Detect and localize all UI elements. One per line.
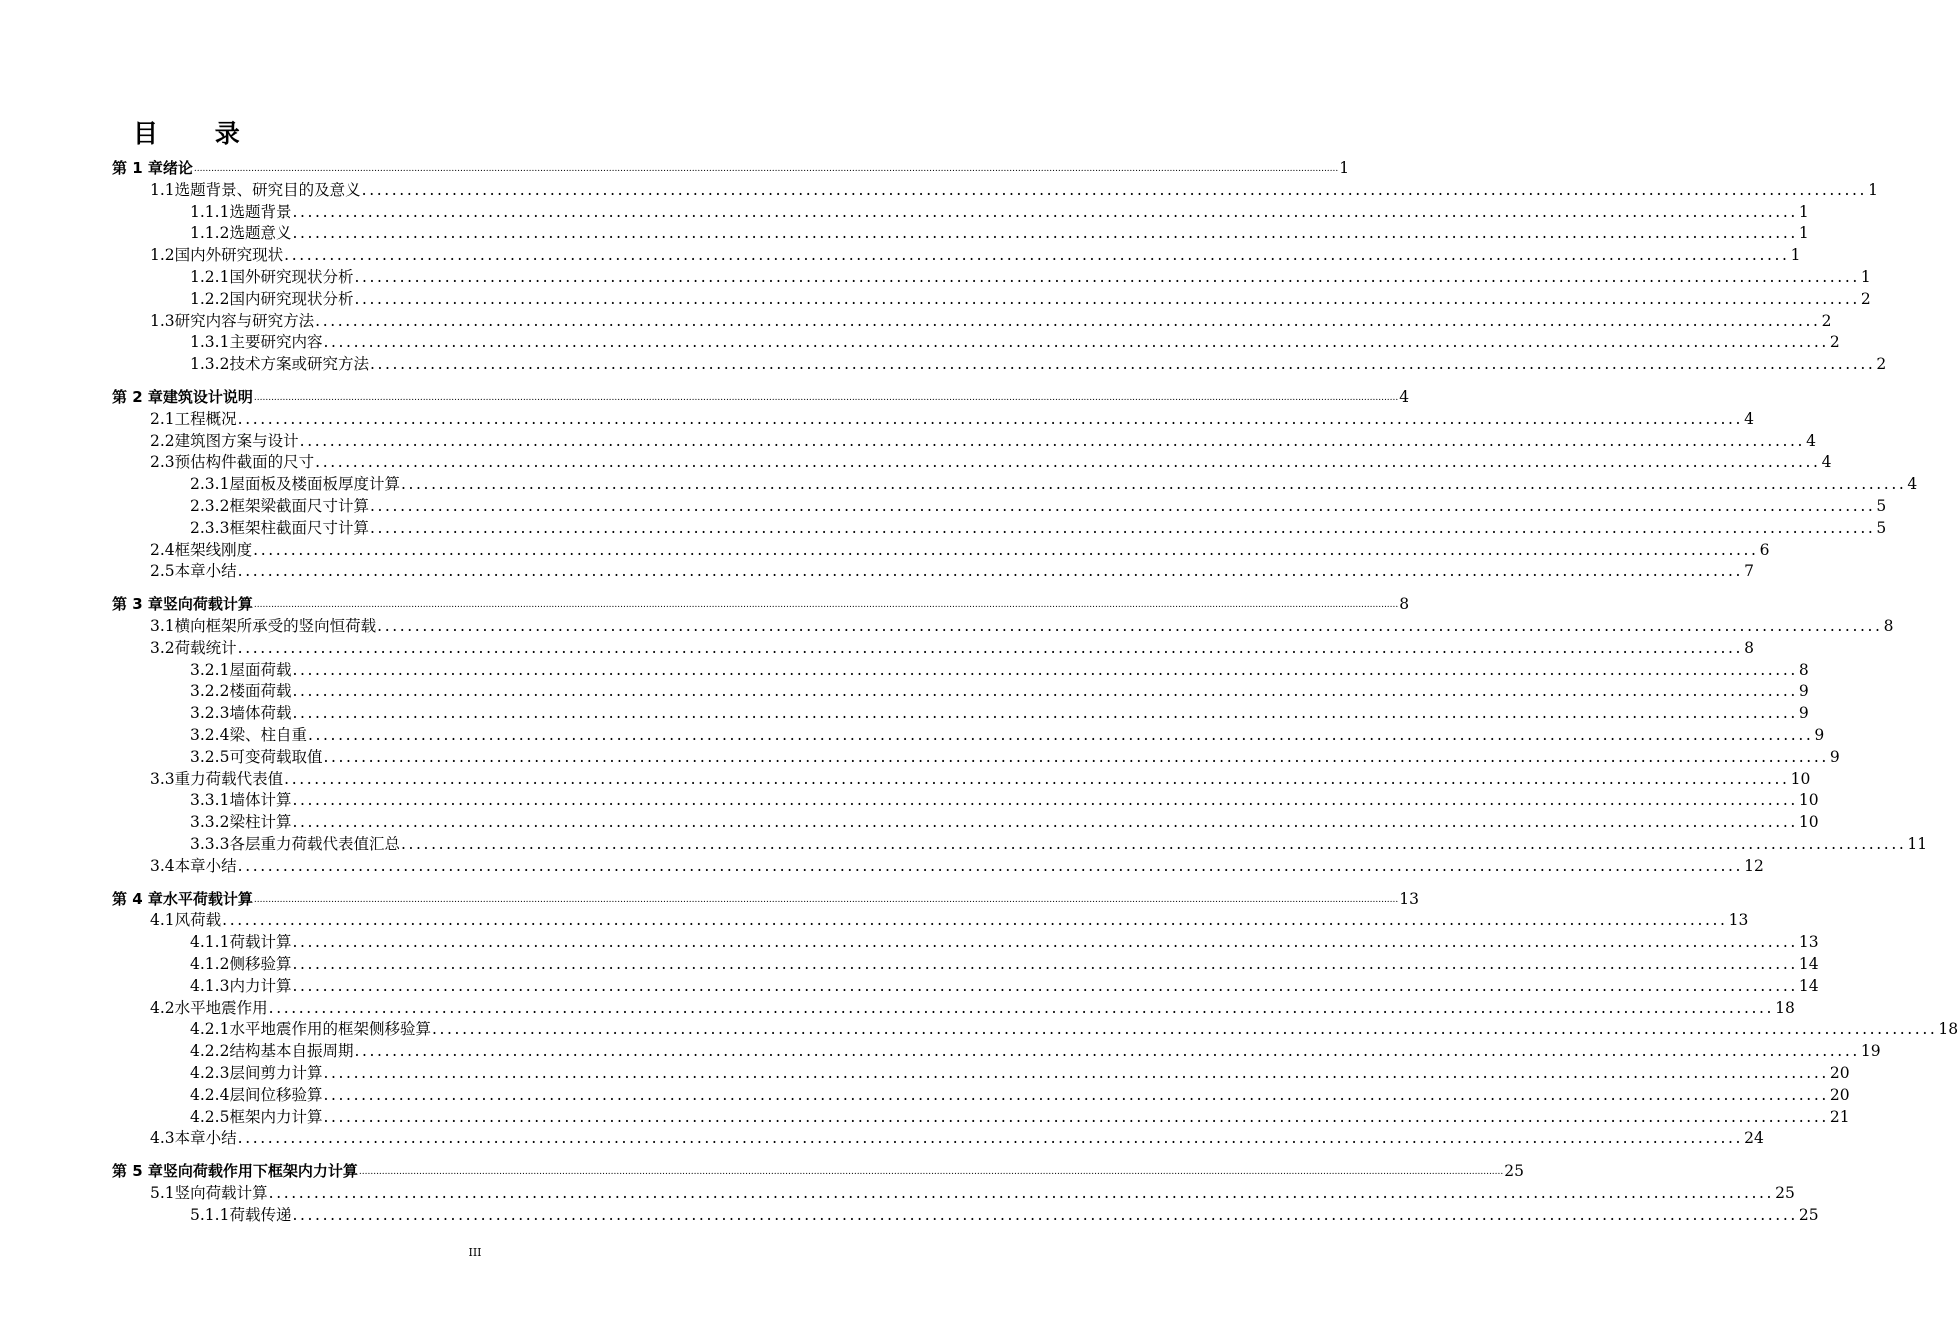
toc-entry-label: 国外研究现状分析 (229, 268, 354, 286)
toc-entry-label: 水平地震作用的框架侧移验算 (229, 1020, 431, 1039)
toc-entry-page: 8 (1798, 660, 1809, 679)
toc-entry-label: 水平荷载计算 (162, 889, 253, 908)
toc-entry-label: 工程概况 (174, 409, 237, 428)
dot-leader: ........................................................................................................................................................................................................ (237, 409, 1744, 428)
toc-entry-label: 屋面板及楼面板厚度计算 (229, 475, 400, 494)
toc-entry-page: 9 (1798, 682, 1809, 701)
toc-entry-page: 8 (1883, 617, 1894, 635)
dot-leader: ........................................................................................................................................................................................................ (315, 311, 1821, 330)
toc-entry-page: 5 (1876, 497, 1887, 515)
toc-entry-number: 3.2.5 (190, 747, 230, 766)
toc-entry-number: 第 5 章 (112, 1162, 163, 1181)
toc-entry-page: 11 (1907, 835, 1928, 853)
toc-entry-number: 3.2.2 (190, 682, 230, 701)
dot-leader: ........................................................................................................................................................................................................ (222, 911, 1728, 930)
toc-entry[interactable] (190, 809, 1819, 832)
toc-entry-label: 楼面荷载 (229, 682, 292, 701)
toc-entry-label: 荷载计算 (229, 933, 292, 952)
toc-entry-number: 4.1.2 (190, 955, 230, 973)
dot-leader: ........................................................................................................................................................................................................ (292, 1205, 1798, 1224)
dot-leader: ........................................................................................................................................................................................................ (292, 791, 1798, 810)
toc-entry-label: 可变荷载取值 (229, 747, 323, 766)
toc-entry-number: 2.1 (150, 409, 175, 428)
toc-entry-label: 梁柱计算 (229, 813, 292, 832)
toc-entry[interactable] (150, 907, 1749, 930)
dot-leader: ........................................................................................................................................................................................................ (361, 180, 1868, 199)
toc-entry-number: 1.2 (150, 246, 175, 265)
dot-leader: ........................................................................................................................................................................................................ (323, 1107, 1829, 1126)
dot-leader: ........................................................................................................................................................................................................ (237, 856, 1744, 875)
dot-leader: ........................................................................................................................................................................................................ (284, 246, 1790, 265)
toc-entry-page: 1 (1798, 202, 1809, 221)
toc-entry-label: 技术方案或研究方法 (229, 355, 369, 374)
toc-entry-label: 国内研究现状分析 (229, 289, 354, 308)
toc-entry-number: 1.2.2 (190, 289, 230, 308)
toc-entry[interactable] (190, 831, 1928, 853)
toc-entry[interactable] (190, 787, 1819, 810)
toc-entry-page: 6 (1759, 540, 1770, 559)
toc-entry-page: 25 (1775, 1184, 1795, 1202)
toc-entry-number: 3.2 (150, 638, 175, 657)
dot-leader: ........................................................................................................................................................................................................ (400, 835, 1907, 853)
dot-leader: ........................................................................................................................................................................................................ (323, 1064, 1829, 1082)
toc-entry-label: 荷载统计 (174, 638, 237, 657)
dot-leader: ........................................................................................................................................................................................................ (431, 1020, 1938, 1039)
page-title: 目 录 (133, 119, 264, 148)
toc-entry-label: 风荷载 (174, 911, 222, 930)
toc-entry-page: 4 (1907, 475, 1918, 494)
toc-entry-label: 选题背景 (229, 202, 292, 221)
toc-entry[interactable] (190, 329, 1840, 352)
toc-entry[interactable] (190, 493, 1887, 515)
toc-chapter-entry[interactable] (112, 591, 1410, 614)
dot-leader: ................................................................................................................................................................................................................................................................................................................................................................................................................ (253, 393, 1399, 403)
toc-entry-page: 12 (1744, 856, 1764, 875)
toc-entry[interactable] (190, 1016, 1958, 1039)
toc-entry-page: 8 (1744, 638, 1754, 657)
toc-entry[interactable] (150, 177, 1878, 199)
dot-leader: ................................................................................................................................................................................................................................................................................................................................................................................................................ (253, 600, 1399, 611)
toc-entry-page: 2 (1821, 311, 1832, 330)
toc-entry-number: 2.2 (150, 431, 175, 450)
toc-entry-label: 框架柱截面尺寸计算 (229, 518, 369, 537)
toc-entry-page: 13 (1798, 933, 1819, 952)
toc-entry-label: 水平地震作用 (174, 998, 268, 1017)
toc-entry-label: 绪论 (162, 159, 193, 177)
toc-entry[interactable] (190, 1202, 1819, 1224)
dot-leader: ........................................................................................................................................................................................................ (292, 813, 1798, 832)
toc-entry-label: 研究内容与研究方法 (174, 311, 315, 330)
toc-entry-number: 4.2.2 (190, 1042, 230, 1061)
toc-entry[interactable] (190, 1060, 1850, 1082)
toc-entry-label: 框架梁截面尺寸计算 (229, 497, 369, 515)
toc-entry-number: 4.2 (150, 998, 175, 1017)
toc-entry-number: 4.2.5 (190, 1107, 230, 1126)
toc-entry-label: 框架内力计算 (229, 1107, 323, 1126)
toc-entry-page: 13 (1399, 889, 1419, 908)
toc-entry[interactable] (190, 264, 1871, 286)
toc-entry-number: 5.1.1 (190, 1205, 230, 1224)
toc-entry-page: 18 (1938, 1020, 1958, 1039)
toc-entry[interactable] (150, 995, 1795, 1017)
dot-leader: ........................................................................................................................................................................................................ (354, 289, 1860, 308)
dot-leader: ........................................................................................................................................................................................................ (292, 933, 1798, 952)
toc-entry-label: 本章小结 (174, 562, 237, 581)
toc-entry[interactable] (150, 406, 1754, 428)
toc-entry-label: 屋面荷载 (229, 660, 292, 679)
toc-entry-number: 1.3 (150, 311, 175, 330)
toc-entry-page: 2 (1876, 355, 1887, 374)
toc-entry-number: 3.3.3 (190, 835, 230, 853)
toc-entry-label: 框架线刚度 (174, 540, 253, 559)
dot-leader: ........................................................................................................................................................................................................ (268, 1184, 1775, 1202)
dot-leader: ........................................................................................................................................................................................................ (292, 202, 1798, 221)
toc-entry-number: 2.3.2 (190, 497, 230, 515)
toc-entry-page: 13 (1728, 911, 1749, 930)
toc-entry-page: 7 (1744, 562, 1754, 581)
toc-entry-page: 8 (1399, 595, 1410, 614)
toc-chapter-entry[interactable] (112, 155, 1350, 177)
toc-entry-number: 4.1.3 (190, 976, 230, 995)
toc-entry[interactable] (190, 722, 1825, 744)
toc-entry-number: 第 3 章 (112, 595, 163, 614)
toc-entry-label: 建筑图方案与设计 (174, 431, 299, 450)
toc-entry-label: 结构基本自振周期 (229, 1042, 354, 1061)
toc-entry[interactable] (190, 471, 1918, 494)
toc-entry-label: 梁、柱自重 (229, 726, 307, 744)
dot-leader: ................................................................................................................................................................................................................................................................................................................................................................................................................ (193, 164, 1339, 174)
toc-entry[interactable] (190, 199, 1809, 221)
toc-entry-label: 层间位移验算 (229, 1085, 323, 1104)
toc-entry-number: 4.1 (150, 911, 175, 930)
toc-entry[interactable] (150, 1180, 1795, 1202)
toc-entry-number: 4.2.1 (190, 1020, 230, 1039)
toc-entry-page: 2 (1860, 289, 1871, 308)
toc-entry-number: 3.2.3 (190, 704, 230, 723)
toc-entry[interactable] (150, 449, 1832, 472)
toc-entry-page: 4 (1821, 453, 1832, 472)
toc-entry-label: 横向框架所承受的竖向恒荷载 (174, 617, 377, 635)
dot-leader: ........................................................................................................................................................................................................ (237, 562, 1744, 581)
toc-entry[interactable] (190, 351, 1887, 374)
toc-entry-label: 竖向荷载作用下框架内力计算 (162, 1162, 358, 1181)
dot-leader: ........................................................................................................................................................................................................ (299, 431, 1806, 450)
toc-entry-page: 9 (1814, 726, 1825, 744)
toc-entry-page: 18 (1775, 998, 1795, 1017)
toc-entry-number: 3.3 (150, 769, 175, 788)
toc-entry-label: 各层重力荷载代表值汇总 (229, 835, 400, 853)
dot-leader: ................................................................................................................................................................................................................................................................................................................................................................................................................ (253, 894, 1399, 905)
toc-entry-number: 第 2 章 (112, 388, 163, 406)
toc-entry-label: 墙体计算 (229, 791, 292, 810)
toc-entry-label: 预估构件截面的尺寸 (174, 453, 315, 472)
dot-leader: ........................................................................................................................................................................................................ (323, 333, 1829, 352)
toc-entry-number: 3.3.2 (190, 813, 230, 832)
dot-leader: ........................................................................................................................................................................................................ (400, 475, 1907, 494)
dot-leader: ........................................................................................................................................................................................................ (315, 453, 1821, 472)
toc-entry[interactable] (150, 537, 1770, 559)
toc-entry[interactable] (190, 700, 1809, 723)
toc-entry-page: 10 (1790, 769, 1811, 788)
toc-entry-page: 20 (1829, 1085, 1850, 1104)
dot-leader: ................................................................................................................................................................................................................................................................................................................................................................................................................ (358, 1167, 1504, 1178)
toc-entry-number: 3.2.4 (190, 726, 230, 744)
toc-entry-label: 层间剪力计算 (229, 1064, 323, 1082)
toc-entry[interactable] (150, 635, 1754, 657)
toc-entry-page: 1 (1790, 246, 1801, 265)
toc-entry[interactable] (190, 951, 1819, 973)
toc-entry-number: 1.1.1 (190, 202, 230, 221)
toc-entry-number: 1.3.2 (190, 355, 230, 374)
toc-entry-number: 3.1 (150, 617, 175, 635)
dot-leader: ........................................................................................................................................................................................................ (354, 1042, 1860, 1061)
toc-entry-label: 主要研究内容 (229, 333, 323, 352)
dot-leader: ........................................................................................................................................................................................................ (292, 224, 1798, 243)
toc-entry-number: 1.1 (150, 180, 175, 199)
toc-entry-page: 5 (1876, 518, 1887, 537)
dot-leader: ........................................................................................................................................................................................................ (237, 638, 1744, 657)
toc-entry-page: 2 (1829, 333, 1840, 352)
toc-entry[interactable] (150, 558, 1754, 581)
toc-entry-label: 侧移验算 (229, 955, 292, 973)
toc-entry-page: 1 (1868, 180, 1878, 199)
toc-entry-number: 1.3.1 (190, 333, 230, 352)
toc-entry-label: 荷载传递 (229, 1205, 292, 1224)
toc-entry-label: 选题背景、研究目的及意义 (174, 180, 361, 199)
toc-entry-label: 竖向荷载计算 (174, 1184, 268, 1202)
toc-entry-label: 重力荷载代表值 (174, 769, 284, 788)
toc-entry-number: 4.3 (150, 1129, 175, 1148)
toc-entry-label: 选题意义 (229, 224, 292, 243)
toc-entry-number: 第 1 章 (112, 159, 163, 177)
dot-leader: ........................................................................................................................................................................................................ (292, 682, 1798, 701)
toc-entry-page: 25 (1504, 1162, 1524, 1181)
dot-leader: ........................................................................................................................................................................................................ (323, 1085, 1829, 1104)
toc-chapter-entry[interactable] (112, 886, 1419, 908)
toc-entry-label: 竖向荷载计算 (162, 595, 253, 614)
toc-entry[interactable] (150, 428, 1816, 450)
toc-entry-page: 25 (1798, 1205, 1819, 1224)
toc-entry-number: 1.2.1 (190, 268, 230, 286)
toc-entry-label: 墙体荷载 (229, 704, 292, 723)
toc-entry[interactable] (190, 744, 1840, 766)
toc-entry-page: 19 (1860, 1042, 1881, 1061)
toc-entry[interactable] (150, 853, 1764, 875)
dot-leader: ........................................................................................................................................................................................................ (369, 497, 1876, 515)
toc-entry-number: 1.1.2 (190, 224, 230, 243)
toc-entry-label: 内力计算 (229, 976, 292, 995)
toc-entry-number: 4.2.4 (190, 1085, 230, 1104)
toc-entry-page: 14 (1798, 955, 1819, 973)
toc-entry-page: 4 (1744, 409, 1754, 428)
toc-entry[interactable] (190, 515, 1887, 537)
toc-entry-number: 2.4 (150, 540, 175, 559)
toc-entry[interactable] (190, 929, 1819, 952)
dot-leader: ........................................................................................................................................................................................................ (292, 660, 1798, 679)
toc-entry-page: 9 (1798, 704, 1809, 723)
dot-leader: ........................................................................................................................................................................................................ (377, 617, 1883, 635)
toc-entry-number: 4.2.3 (190, 1064, 230, 1082)
dot-leader: ........................................................................................................................................................................................................ (323, 747, 1829, 766)
toc-entry-page: 14 (1798, 976, 1819, 995)
toc-chapter-entry[interactable] (112, 384, 1410, 406)
dot-leader: ........................................................................................................................................................................................................ (268, 998, 1775, 1017)
toc-entry-page: 24 (1744, 1129, 1764, 1148)
toc-entry-label: 本章小结 (174, 856, 237, 875)
toc-entry-number: 第 4 章 (112, 889, 163, 908)
dot-leader: ........................................................................................................................................................................................................ (369, 518, 1876, 537)
toc-entry-page: 9 (1829, 747, 1840, 766)
toc-entry[interactable] (150, 1125, 1764, 1148)
toc-entry[interactable] (190, 973, 1819, 995)
toc-entry-label: 本章小结 (174, 1129, 237, 1148)
toc-entry-page: 1 (1860, 268, 1871, 286)
toc-chapter-entry[interactable] (112, 1158, 1524, 1181)
toc-entry-page: 4 (1806, 431, 1816, 450)
toc-entry-number: 3.3.1 (190, 791, 230, 810)
toc-entry-number: 2.3.3 (190, 518, 230, 537)
toc-entry[interactable] (190, 286, 1871, 308)
dot-leader: ........................................................................................................................................................................................................ (284, 769, 1790, 788)
toc-entry-number: 5.1 (150, 1184, 175, 1202)
toc-entry[interactable] (190, 657, 1809, 679)
toc-entry-page: 10 (1798, 791, 1819, 810)
toc-entry[interactable] (150, 766, 1811, 788)
toc-entry-label: 建筑设计说明 (162, 388, 253, 406)
toc-entry-page: 4 (1399, 388, 1410, 406)
toc-entry[interactable] (190, 1082, 1850, 1104)
toc-entry[interactable] (150, 242, 1801, 265)
dot-leader: ........................................................................................................................................................................................................ (292, 976, 1798, 995)
toc-entry-page: 1 (1798, 224, 1809, 243)
dot-leader: ........................................................................................................................................................................................................ (237, 1129, 1744, 1148)
dot-leader: ........................................................................................................................................................................................................ (307, 726, 1814, 744)
toc-entry-number: 2.5 (150, 562, 175, 581)
toc-entry-number: 3.2.1 (190, 660, 230, 679)
toc-entry-page: 10 (1798, 813, 1819, 832)
page-number: III (468, 1246, 482, 1259)
toc-entry-page: 20 (1829, 1064, 1850, 1082)
toc-entry[interactable] (190, 1104, 1850, 1126)
toc-entry-number: 4.1.1 (190, 933, 230, 952)
toc-entry[interactable] (150, 613, 1894, 635)
toc-entry-number: 3.4 (150, 856, 175, 875)
toc-entry-number: 2.3.1 (190, 475, 230, 494)
toc-entry[interactable] (190, 678, 1809, 701)
dot-leader: ........................................................................................................................................................................................................ (253, 540, 1759, 559)
dot-leader: ........................................................................................................................................................................................................ (369, 355, 1876, 374)
dot-leader: ........................................................................................................................................................................................................ (354, 268, 1860, 286)
dot-leader: ........................................................................................................................................................................................................ (292, 955, 1798, 973)
toc-entry-page: 21 (1829, 1107, 1850, 1126)
toc-entry[interactable] (150, 308, 1832, 330)
toc-entry-label: 国内外研究现状 (174, 246, 284, 265)
toc-entry[interactable] (190, 220, 1809, 243)
toc-entry-number: 2.3 (150, 453, 175, 472)
toc-entry[interactable] (190, 1038, 1881, 1061)
toc-entry-page: 1 (1339, 159, 1350, 177)
dot-leader: ........................................................................................................................................................................................................ (292, 704, 1798, 723)
